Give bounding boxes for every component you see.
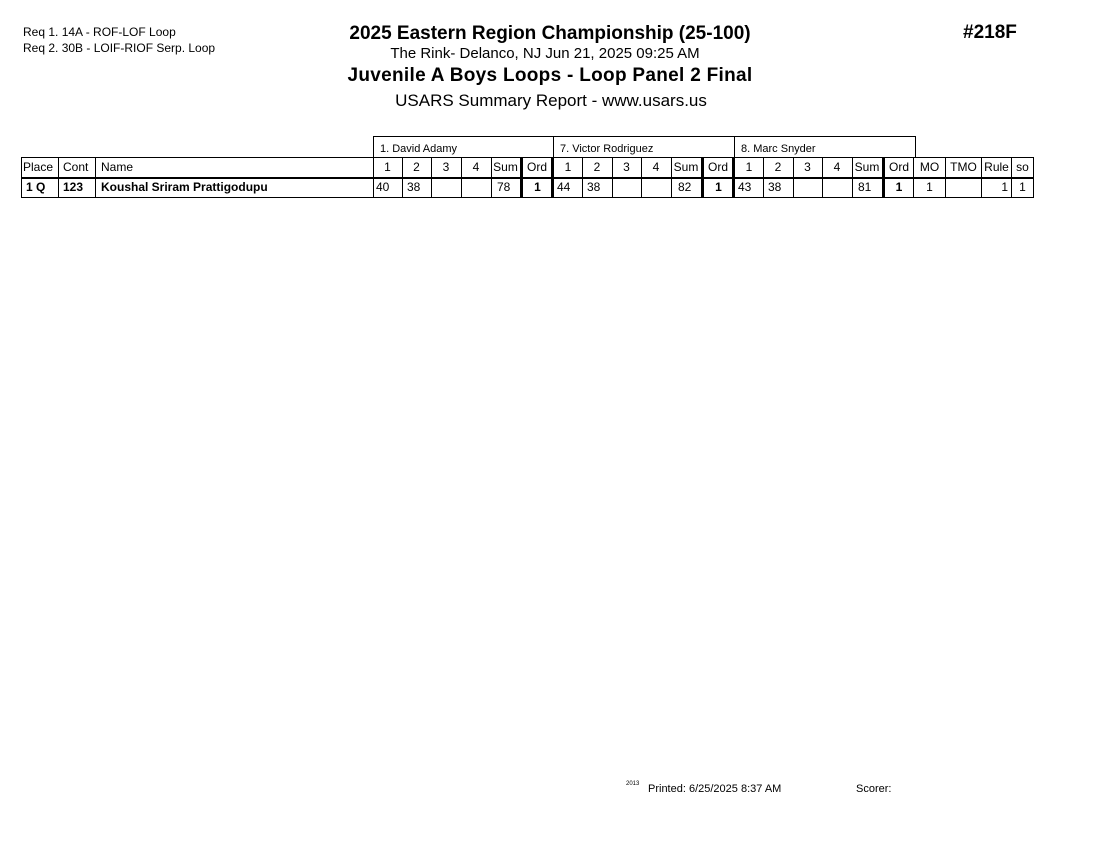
judge-1-label: 1. David Adamy	[373, 136, 554, 157]
j1-score-3	[433, 179, 461, 198]
col-place: Place	[23, 160, 54, 174]
j8-score-1: 43	[738, 180, 752, 194]
col-so: so	[1016, 160, 1029, 174]
venue-line: The Rink- Delanco, NJ Jun 21, 2025 09:25 AM	[390, 45, 700, 62]
judge-7-label: 7. Victor Rodriguez	[553, 136, 735, 157]
j1-col-3: 3	[442, 160, 450, 174]
j1-sum: 78	[497, 180, 511, 194]
mo-cell: 1	[926, 180, 933, 194]
competition-title: 2025 Eastern Region Championship (25-100)	[349, 23, 751, 44]
judge-8-label: 8. Marc Snyder	[734, 136, 916, 157]
col-mo: MO	[919, 160, 940, 174]
j7-col-3: 3	[623, 160, 630, 174]
event-title: Juvenile A Boys Loops - Loop Panel 2 Final	[347, 65, 753, 86]
event-number: #218F	[963, 22, 1017, 43]
req-2: Req 2. 30B - LOIF-RIOF Serp. Loop	[23, 41, 216, 55]
j7-col-4: 4	[652, 160, 660, 174]
col-rule: Rule	[984, 160, 1009, 174]
so-cell: 1	[1019, 180, 1026, 194]
j7-col-1: 1	[564, 160, 572, 174]
j7-col-sum: Sum	[673, 160, 699, 174]
req-1: Req 1. 14A - ROF-LOF Loop	[23, 25, 176, 39]
j8-col-1: 1	[745, 160, 753, 174]
j7-col-2: 2	[593, 160, 601, 174]
j8-score-2: 38	[768, 180, 782, 194]
col-cont: Cont	[63, 160, 89, 174]
j7-col-ord: Ord	[707, 160, 728, 174]
j7-score-4	[643, 179, 671, 198]
j1-ord: 1	[534, 180, 541, 194]
j1-col-2: 2	[413, 160, 420, 174]
rule-cell: 1	[1001, 180, 1008, 194]
col-name: Name	[101, 160, 134, 174]
place-cell: 1 Q	[26, 180, 46, 194]
skater-name: Koushal Sriram Prattigodupu	[101, 180, 268, 194]
footer-code: 2013	[626, 781, 640, 787]
j7-score-3	[614, 179, 641, 198]
j8-col-ord: Ord	[888, 160, 909, 174]
j1-score-2: 38	[407, 180, 421, 194]
col-tmo: TMO	[950, 160, 977, 174]
j7-score-2: 38	[587, 180, 601, 194]
j1-col-sum: Sum	[493, 160, 518, 174]
j8-score-4	[824, 179, 852, 198]
results-table	[21, 157, 1034, 198]
printed-timestamp: Printed: 6/25/2025 8:37 AM	[648, 783, 782, 795]
cont-cell: 123	[63, 180, 84, 194]
j8-ord: 1	[895, 180, 903, 194]
j7-ord: 1	[715, 180, 722, 194]
j8-col-4: 4	[833, 160, 841, 174]
j8-col-2: 2	[774, 160, 782, 174]
j8-score-3	[795, 179, 822, 198]
j8-sum: 81	[858, 180, 872, 194]
j1-col-4: 4	[472, 160, 480, 174]
j8-col-3: 3	[804, 160, 811, 174]
j1-col-1: 1	[384, 160, 391, 174]
j1-col-ord: Ord	[526, 160, 547, 174]
j1-score-1: 40	[376, 180, 390, 194]
tmo-cell	[946, 179, 981, 198]
j7-score-1: 44	[557, 180, 571, 194]
j7-sum: 82	[678, 180, 692, 194]
report-line: USARS Summary Report - www.usars.us	[395, 91, 707, 110]
scorer-label: Scorer:	[856, 783, 892, 795]
j1-score-4	[463, 179, 491, 198]
j8-col-sum: Sum	[854, 160, 880, 174]
